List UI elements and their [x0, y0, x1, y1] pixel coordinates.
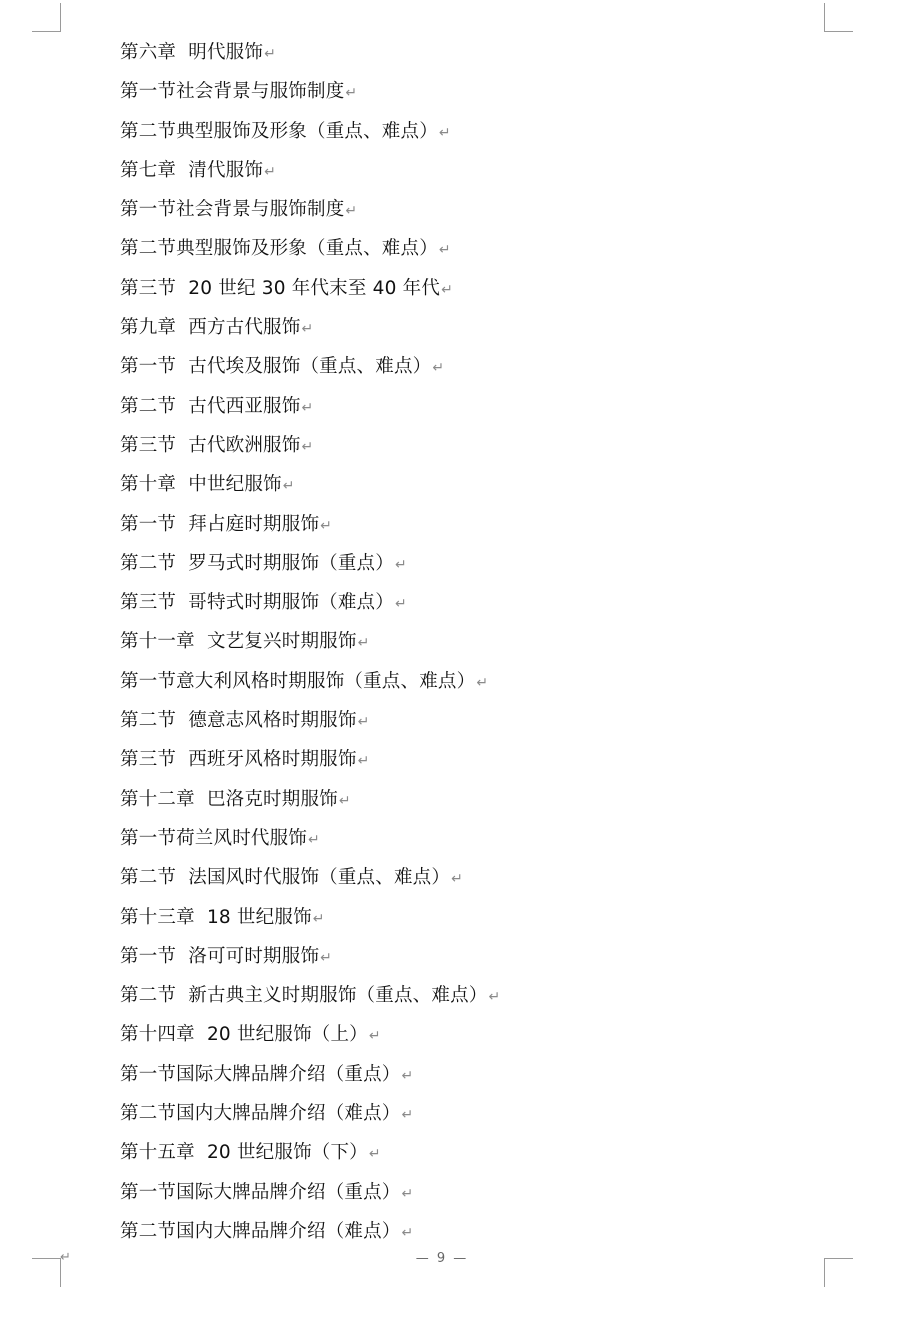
- paragraph-mark-icon: ↵: [60, 1250, 71, 1265]
- paragraph-mark-icon: ↵: [451, 871, 464, 888]
- toc-line: 第二节 古代西亚服饰↵: [120, 395, 314, 417]
- crop-mark-top-right: [824, 3, 853, 32]
- paragraph-mark-icon: ↵: [357, 635, 370, 652]
- toc-line: 第二节 新古典主义时期服饰（重点、难点）↵: [120, 985, 501, 1007]
- paragraph-mark-icon: ↵: [394, 556, 407, 573]
- paragraph-mark-icon: ↵: [357, 714, 370, 731]
- paragraph-mark-icon: ↵: [320, 517, 333, 534]
- paragraph-mark-icon: ↵: [441, 281, 454, 298]
- toc-line: 第二节国内大牌品牌介绍（难点）↵: [120, 1103, 414, 1125]
- paragraph-mark-icon: ↵: [264, 46, 276, 62]
- toc-line: 第二节 法国风时代服饰（重点、难点）↵: [120, 867, 464, 889]
- toc-line: 第二节典型服饰及形象（重点、难点）↵: [120, 120, 451, 142]
- paragraph-mark-icon: ↵: [345, 85, 358, 102]
- paragraph-mark-icon: ↵: [338, 792, 351, 809]
- toc-line: 第一节 拜占庭时期服饰↵: [120, 513, 333, 535]
- toc-line: 第二节典型服饰及形象（重点、难点）↵: [120, 238, 451, 260]
- paragraph-mark-icon: ↵: [357, 753, 370, 770]
- toc-line: 第七章 清代服饰↵: [120, 159, 276, 181]
- paragraph-mark-icon: ↵: [394, 596, 407, 613]
- paragraph-mark-icon: ↵: [301, 399, 314, 416]
- toc-line: 第十一章 文艺复兴时期服饰↵: [120, 631, 370, 653]
- paragraph-mark-icon: ↵: [368, 1146, 381, 1163]
- crop-mark-top-left: [32, 3, 61, 32]
- toc-line: 第一节国际大牌品牌介绍（重点）↵: [120, 1063, 414, 1085]
- toc-line: 第三节 哥特式时期服饰（难点）↵: [120, 592, 407, 614]
- paragraph-mark-icon: ↵: [312, 910, 325, 927]
- toc-line: 第三节 20 世纪 30 年代末至 40 年代↵: [120, 277, 454, 299]
- paragraph-mark-icon: ↵: [438, 124, 451, 141]
- toc-line: 第二节 德意志风格时期服饰↵: [120, 710, 370, 732]
- paragraph-mark-icon: ↵: [345, 203, 358, 220]
- toc-line: 第十章 中世纪服饰↵: [120, 474, 295, 496]
- paragraph-mark-icon: ↵: [308, 831, 320, 848]
- paragraph-mark-icon: ↵: [476, 674, 489, 691]
- toc-line: 第一节 洛可可时期服饰↵: [120, 945, 333, 967]
- page-number: — 9 —: [415, 1251, 469, 1266]
- paragraph-mark-icon: ↵: [401, 1067, 414, 1084]
- paragraph-mark-icon: ↵: [401, 1107, 414, 1124]
- toc-line: 第十二章 巴洛克时期服饰↵: [120, 788, 351, 810]
- toc-line: 第二节国内大牌品牌介绍（难点）↵: [120, 1220, 414, 1242]
- toc-line: 第十五章 20 世纪服饰（下）↵: [120, 1142, 381, 1164]
- toc-line: 第一节 古代埃及服饰（重点、难点）↵: [120, 356, 445, 378]
- paragraph-mark-icon: ↵: [320, 949, 333, 966]
- table-of-contents: [120, 33, 820, 1251]
- paragraph-mark-icon: ↵: [438, 242, 451, 259]
- toc-line: 第六章 明代服饰↵: [120, 42, 276, 63]
- toc-line: 第一节国际大牌品牌介绍（重点）↵: [120, 1181, 414, 1203]
- paragraph-mark-icon: ↵: [301, 438, 314, 455]
- toc-line: 第十四章 20 世纪服饰（上）↵: [120, 1024, 381, 1046]
- paragraph-mark-icon: ↵: [301, 321, 314, 338]
- toc-line: 第一节意大利风格时期服饰（重点、难点）↵: [120, 670, 489, 692]
- paragraph-mark-icon: ↵: [264, 163, 276, 180]
- paragraph-mark-icon: ↵: [488, 989, 501, 1006]
- toc-line: 第二节 罗马式时期服饰（重点）↵: [120, 552, 407, 574]
- toc-line: 第十三章 18 世纪服饰↵: [120, 906, 325, 928]
- paragraph-mark-icon: ↵: [282, 478, 295, 495]
- toc-line: 第一节社会背景与服饰制度↵: [120, 81, 358, 103]
- toc-line: 第一节荷兰风时代服饰↵: [120, 827, 320, 849]
- paragraph-mark-icon: ↵: [401, 1224, 414, 1241]
- toc-line: 第一节社会背景与服饰制度↵: [120, 199, 358, 221]
- paragraph-mark-icon: ↵: [368, 1028, 381, 1045]
- toc-line: 第三节 西班牙风格时期服饰↵: [120, 749, 370, 771]
- paragraph-mark-icon: ↵: [432, 360, 445, 377]
- toc-line: 第九章 西方古代服饰↵: [120, 317, 314, 339]
- toc-line: 第三节 古代欧洲服饰↵: [120, 434, 314, 456]
- paragraph-mark-icon: ↵: [401, 1185, 414, 1202]
